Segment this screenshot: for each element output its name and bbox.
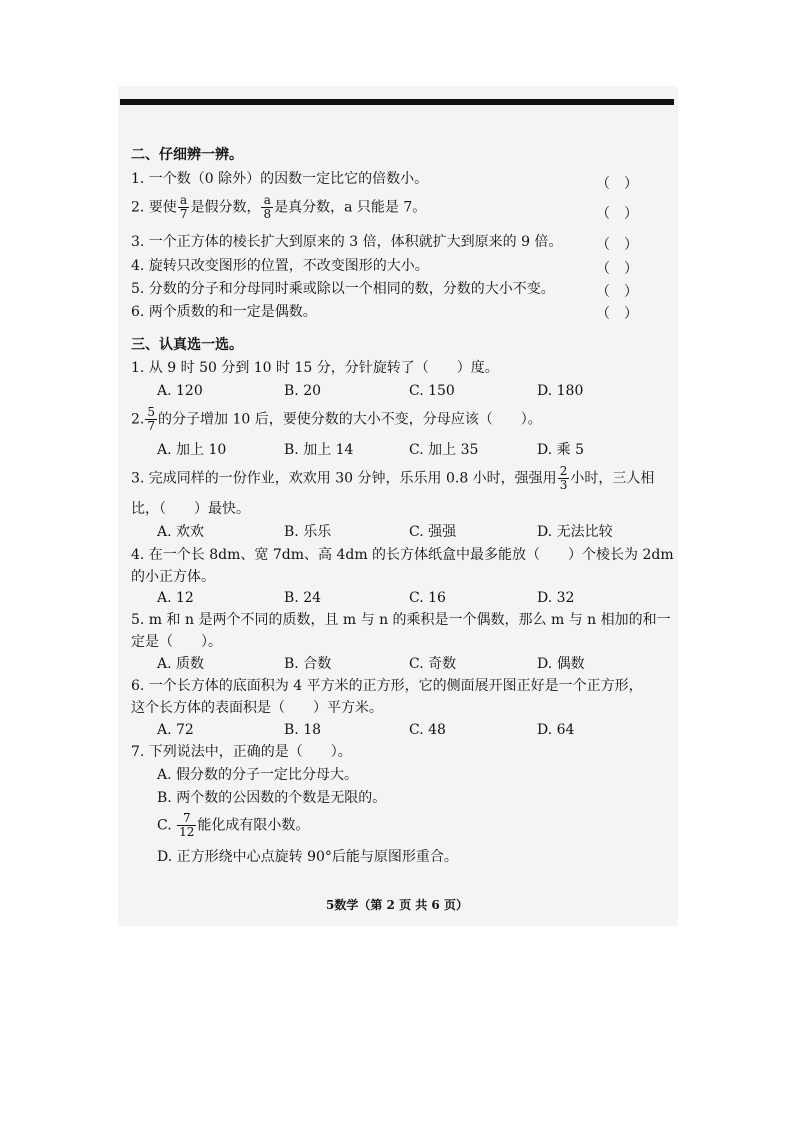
answer-paren-3: （ ）: [596, 237, 638, 253]
q7-option-c: C. $\frac{7}{12}$ 能化成有限小数。: [157, 811, 310, 839]
answer-paren-4: （ ）: [596, 261, 638, 277]
judge-item-1: 1. 一个数（0 除外）的因数一定比它的倍数小。: [131, 171, 429, 187]
q4-option-d: D. 32: [537, 590, 575, 606]
choice-q2: 2. $\frac{5}{7}$ 的分子增加 10 后，要使分数的大小不变，分母应该（ ）。: [131, 405, 542, 433]
q3-option-a: A. 欢欢: [157, 524, 205, 540]
section2-title: 二、仔细辨一辨。: [131, 147, 243, 163]
q5-option-c: C. 奇数: [409, 656, 457, 672]
q2-option-d: D. 乘 5: [537, 442, 584, 458]
q3-option-b: B. 乐乐: [284, 524, 332, 540]
answer-paren-2: （ ）: [596, 206, 638, 222]
q4-option-b: B. 24: [284, 590, 322, 606]
fraction-7-12: $\frac{7}{12}$: [179, 811, 195, 839]
choice-q6-line1: 6. 一个长方体的底面积为 4 平方米的正方形，它的侧面展开图正好是一个正方形，: [131, 678, 643, 694]
q6-option-b: B. 18: [284, 722, 322, 738]
q4-option-c: C. 16: [409, 590, 446, 606]
q5-option-b: B. 合数: [284, 656, 332, 672]
choice-q5-line1: 5. m 和 n 是两个不同的质数，且 m 与 n 的乘积是一个偶数，那么 m 与 n 相加的和一: [131, 612, 671, 628]
page-footer: 5数学（第 2 页 共 6 页）: [326, 898, 468, 912]
q3-option-c: C. 强强: [409, 524, 457, 540]
choice-q1: 1. 从 9 时 50 分到 10 时 15 分，分针旋转了（ ）度。: [131, 360, 499, 376]
top-rule: [120, 99, 674, 105]
answer-paren-1: （ ）: [596, 176, 638, 192]
choice-q5-line2: 定是（ ）。: [131, 634, 222, 650]
q2-option-c: C. 加上 35: [409, 442, 479, 458]
judge-item-6: 6. 两个质数的和一定是偶数。: [131, 304, 317, 320]
q3-option-d: D. 无法比较: [537, 524, 613, 540]
q4-option-a: A. 12: [157, 590, 194, 606]
section3-title: 三、认真选一选。: [131, 337, 243, 353]
answer-paren-5: （ ）: [596, 284, 638, 300]
judge-item-4: 4. 旋转只改变图形的位置，不改变图形的大小。: [131, 258, 429, 274]
judge-item-3: 3. 一个正方体的棱长扩大到原来的 3 倍，体积就扩大到原来的 9 倍。: [131, 234, 563, 250]
fraction-2-3: $\frac{2}{3}$: [559, 464, 568, 492]
choice-q4-line1: 4. 在一个长 8dm、宽 7dm、高 4dm 的长方体纸盒中最多能放（ ）个棱长为 2dm: [131, 547, 674, 563]
judge-item-2: 2. 要使 $\frac{a}{7}$ 是假分数， $\frac{a}{8}$ 是真分数，a 只能是 7。: [131, 193, 427, 221]
q5-option-a: A. 质数: [157, 656, 205, 672]
q7-option-a: A. 假分数的分子一定比分母大。: [157, 767, 359, 783]
choice-q3-line2: 比，（ ）最快。: [131, 501, 250, 517]
q7-option-d: D. 正方形绕中心点旋转 90°后能与原图形重合。: [157, 849, 458, 865]
q2-option-a: A. 加上 10: [157, 442, 227, 458]
q1-option-a: A. 120: [157, 383, 203, 399]
choice-q7: 7. 下列说法中，正确的是（ ）。: [131, 744, 352, 760]
choice-q4-line2: 的小正方体。: [131, 569, 215, 585]
q1-option-b: B. 20: [284, 383, 322, 399]
q2-option-b: B. 加上 14: [284, 442, 354, 458]
fraction-a-7: $\frac{a}{7}$: [179, 193, 188, 221]
q7-option-b: B. 两个数的公因数的个数是无限的。: [157, 790, 387, 806]
q6-option-d: D. 64: [537, 722, 575, 738]
q1-option-d: D. 180: [537, 383, 584, 399]
fraction-5-7: $\frac{5}{7}$: [147, 405, 155, 433]
answer-paren-6: （ ）: [596, 306, 638, 322]
q5-option-d: D. 偶数: [537, 656, 585, 672]
q6-option-c: C. 48: [409, 722, 446, 738]
fraction-a-8: $\frac{a}{8}$: [263, 193, 272, 221]
choice-q6-line2: 这个长方体的表面积是（ ）平方米。: [131, 700, 383, 716]
choice-q3-line1: 3. 完成同样的一份作业，欢欢用 30 分钟，乐乐用 0.8 小时，强强用 $\frac{2}{3}$ 小时，三人相: [131, 464, 655, 492]
judge-item-5: 5. 分数的分子和分母同时乘或除以一个相同的数，分数的大小不变。: [131, 281, 555, 297]
q1-option-c: C. 150: [409, 383, 455, 399]
q6-option-a: A. 72: [157, 722, 194, 738]
